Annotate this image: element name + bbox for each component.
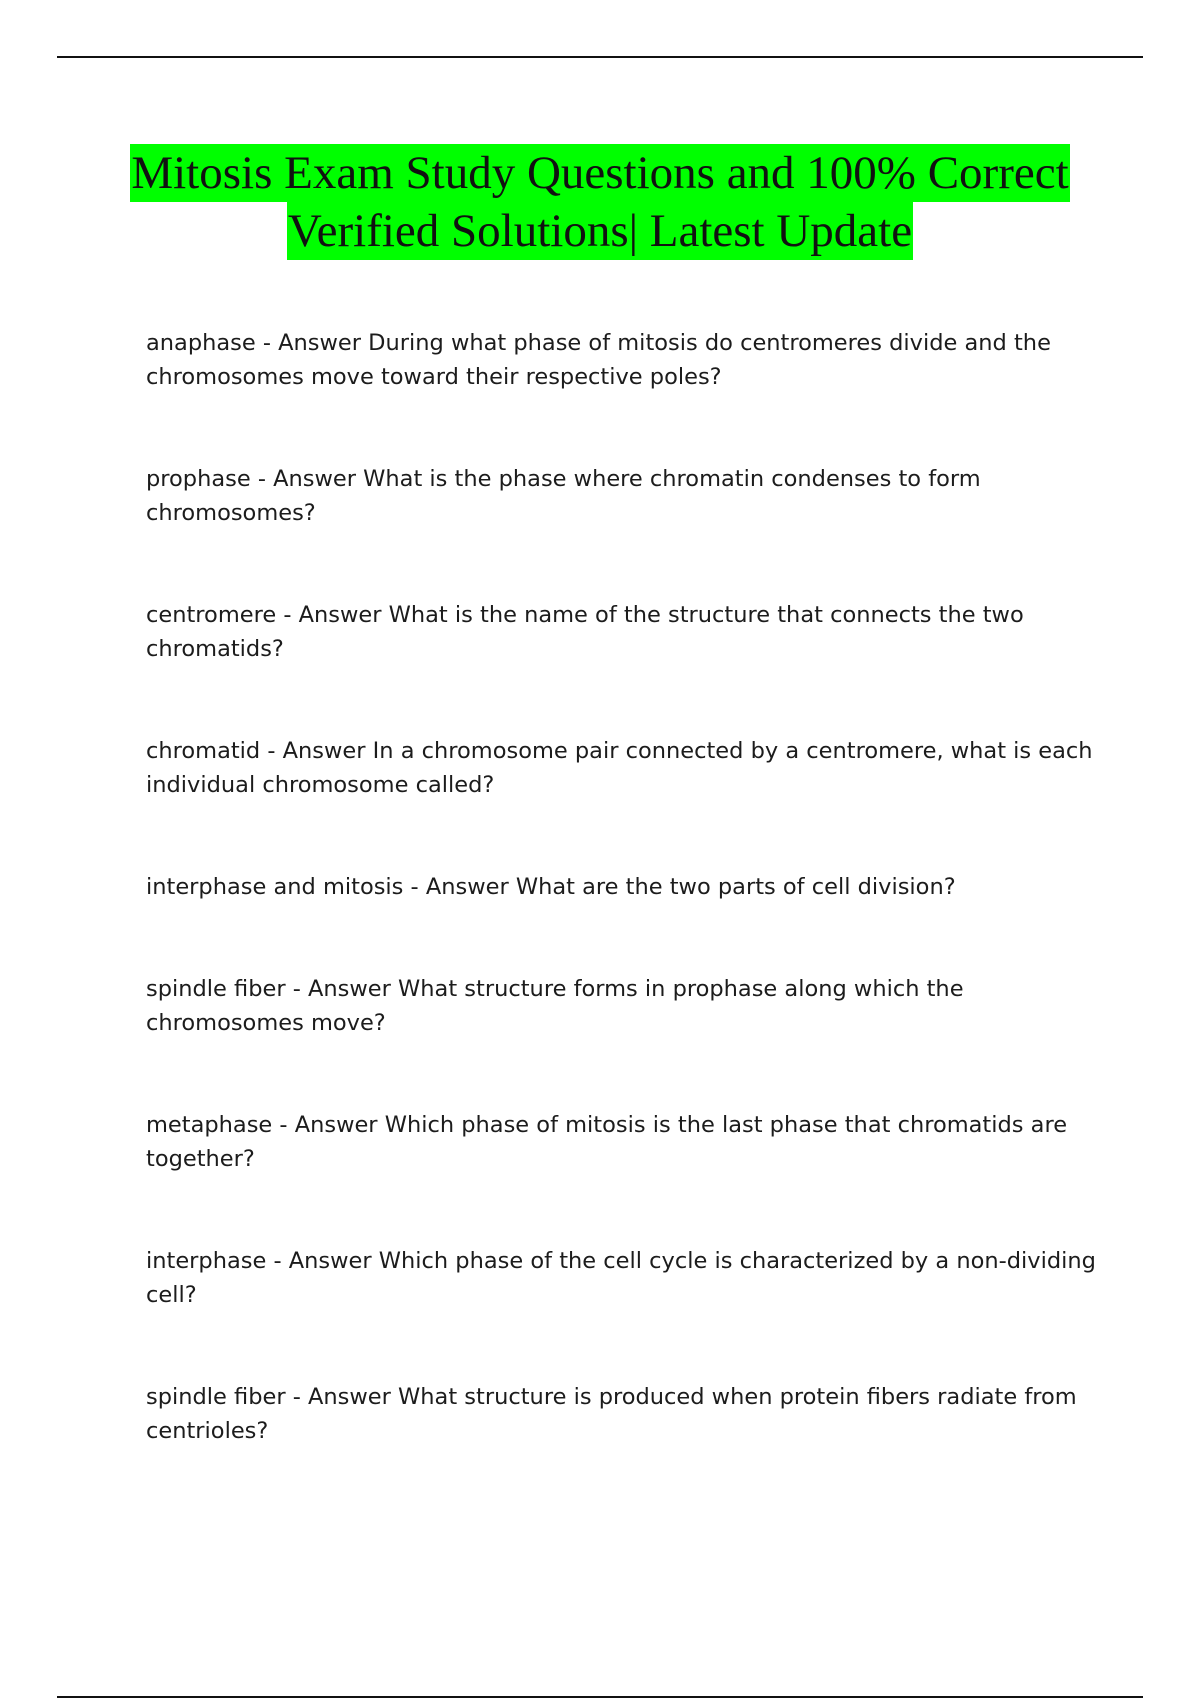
top-rule: [57, 56, 1143, 58]
qa-item-anaphase: anaphase - Answer During what phase of mitosis do centromeres divide and the chromosomes move toward their respective poles?: [146, 330, 1051, 390]
qa-item-prophase: prophase - Answer What is the phase where chromatin condenses to form chromosomes?: [146, 466, 981, 526]
title-line-2: Verified Solutions| Latest Update: [287, 202, 913, 260]
qa-list: [146, 326, 1096, 1448]
page-title: [60, 144, 1140, 260]
qa-item-metaphase: metaphase - Answer Which phase of mitosis is the last phase that chromatids are together?: [146, 1112, 1068, 1172]
title-line-1: Mitosis Exam Study Questions and 100% Correct: [130, 144, 1069, 202]
qa-item-chromatid: chromatid - Answer In a chromosome pair connected by a centromere, what is each individual chromosome called?: [146, 738, 1093, 798]
qa-item-centromere: centromere - Answer What is the name of the structure that connects the two chromatids?: [146, 602, 1024, 662]
qa-item-interphase: interphase - Answer Which phase of the cell cycle is characterized by a non-dividing cell?: [146, 1248, 1096, 1308]
qa-item-spindle-fiber-centrioles: spindle fiber - Answer What structure is produced when protein fibers radiate from centrioles?: [146, 1384, 1077, 1444]
bottom-rule: [57, 1696, 1143, 1698]
qa-item-spindle-fiber-prophase: spindle fiber - Answer What structure forms in prophase along which the chromosomes move?: [146, 976, 964, 1036]
qa-item-interphase-and-mitosis: interphase and mitosis - Answer What are the two parts of cell division?: [146, 874, 956, 900]
